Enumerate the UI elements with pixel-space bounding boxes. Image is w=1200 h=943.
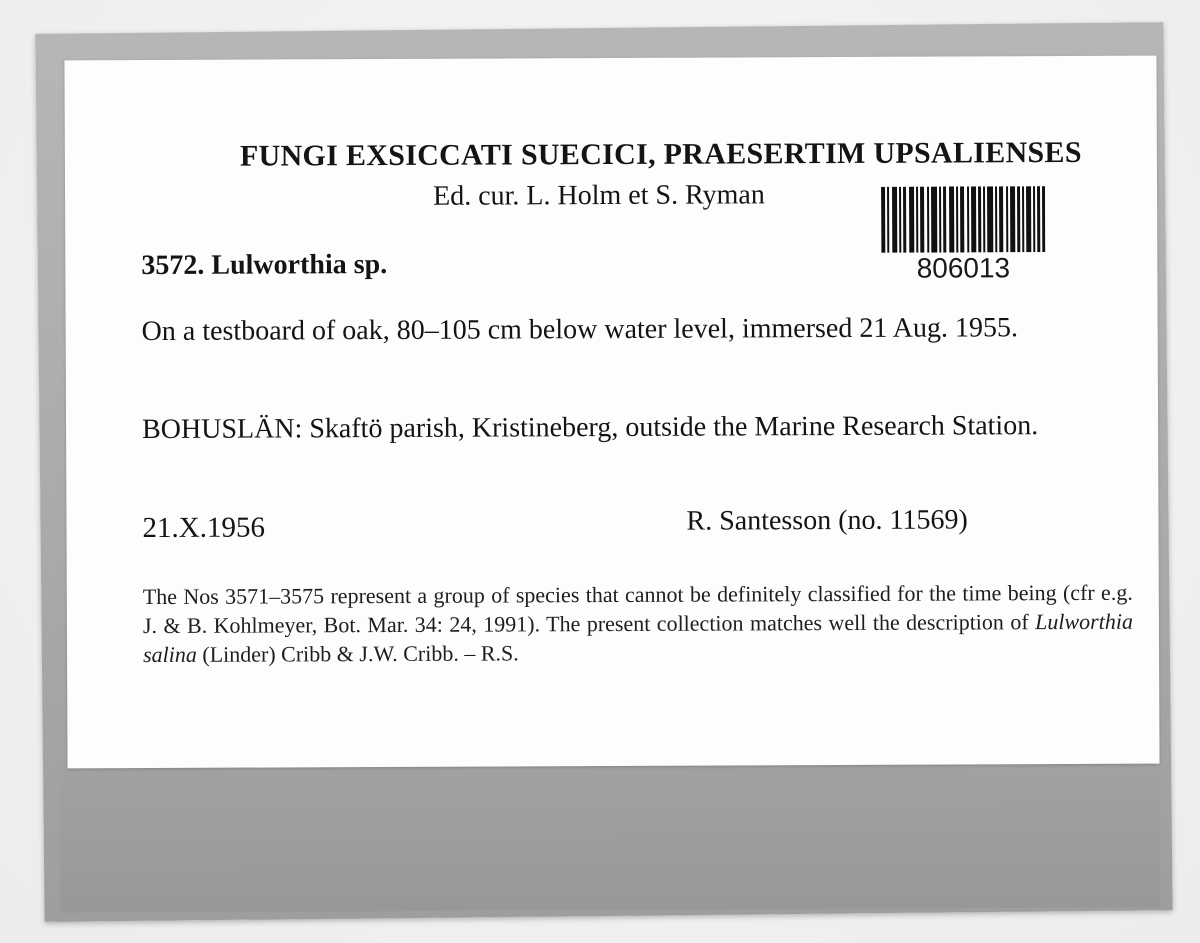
barcode	[873, 180, 1053, 285]
note-text-part2: (Linder) Cribb & J.W. Cribb. – R.S.	[196, 640, 519, 667]
barcode-bars	[881, 186, 1045, 253]
taxonomic-note	[143, 578, 1133, 669]
editors-line: Ed. cur. L. Holm et S. Ryman	[432, 179, 765, 212]
collection-date: 21.X.1956	[142, 511, 266, 545]
collector: R. Santesson (no. 11569)	[686, 504, 968, 537]
note-text-part1: The Nos 3571–3575 represent a group of species that cannot be definitely classified for the time being (cfr e.g. J. & B. Kohlmeyer, Bot. Mar. 34: 24, 1991). The present collection matches well the description of	[142, 579, 1133, 639]
habitat-text: On a testboard of oak, 80–105 cm below water level, immersed 21 Aug. 1955.	[141, 312, 1019, 348]
barcode-number: 806013	[916, 252, 1011, 284]
series-title: FUNGI EXSICCATI SUECICI, PRAESERTIM UPSALIENSES	[239, 135, 1082, 173]
packet-flap	[60, 757, 1161, 913]
herbarium-label	[64, 56, 1159, 769]
note-species-name: Lulworthia salina	[142, 608, 1133, 668]
specimen-title: 3572. Lulworthia sp.	[141, 248, 388, 282]
locality-text: BOHUSLÄN: Skaftö parish, Kristineberg, outside the Marine Research Station.	[142, 410, 1039, 446]
